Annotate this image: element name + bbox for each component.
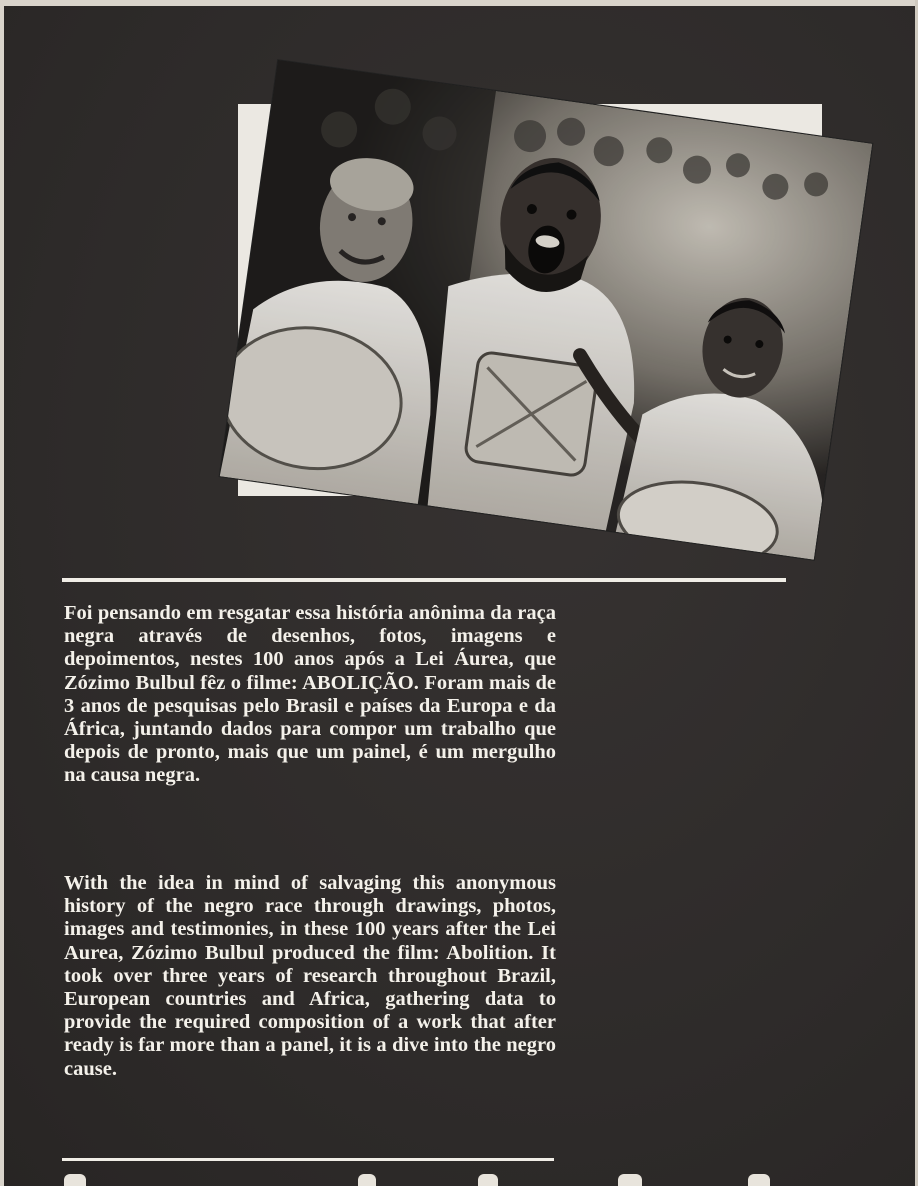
carnival-drummers-photo	[220, 60, 873, 559]
cropped-next-line	[58, 1170, 818, 1186]
horizontal-rule	[62, 1158, 554, 1161]
english-paragraph: With the idea in mind of salvaging this anonymous history of the negro race through drawings, photos, images and testimonies, in these 100 years after the Lei Aurea, Zózimo Bulbul produced the film: Abolition. It took over three years of research throughout Brazil, European countries and Africa, gathering data to provide the required composition of a work that after ready is far more than a panel, it is a dive into the negro cause.	[64, 872, 556, 1080]
page-edge	[0, 0, 918, 6]
horizontal-rule	[62, 578, 786, 582]
portuguese-paragraph: Foi pensando em resgatar essa história anônima da raça negra através de desenhos, fotos, imagens e depoimentos, nestes 100 anos após a Lei Áurea, que Zózimo Bulbul fêz o filme: ABOLIÇÃO. Foram mais de 3 anos de pesquisas pelo Brasil e países da Europa e da África, juntando dados para compor um trabalho que depois de pronto, mais que um painel, é um mergulho na causa negra.	[64, 602, 556, 787]
page-edge	[0, 0, 4, 1186]
photo-illustration	[220, 60, 873, 559]
